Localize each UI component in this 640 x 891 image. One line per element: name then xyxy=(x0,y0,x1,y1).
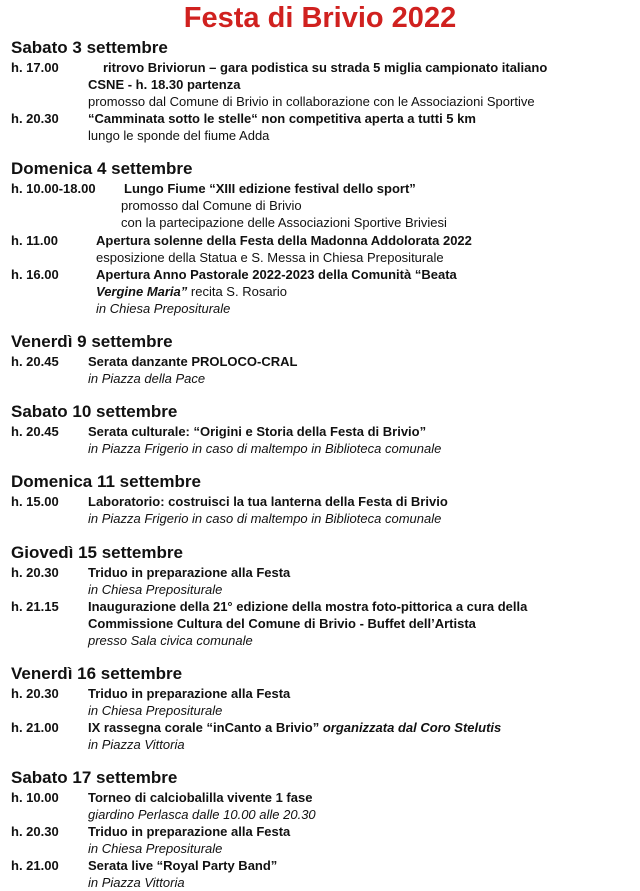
event-title-emphasis: Vergine Maria” xyxy=(96,284,188,299)
day-heading: Domenica 4 settembre xyxy=(11,159,193,178)
event-location: in Chiesa Prepositurale xyxy=(96,301,231,316)
event-time: h. 16.00 xyxy=(11,267,59,282)
event-title: ritrovo Briviorun – gara podistica su strada 5 miglia campionato italiano xyxy=(103,60,548,75)
event-time: h. 20.30 xyxy=(11,565,59,580)
event-detail: promosso dal Comune di Brivio in collaborazione con le Associazioni Sportive xyxy=(88,94,535,109)
page-title: Festa di Brivio 2022 xyxy=(183,2,457,34)
event-location: in Piazza Frigerio in caso di maltempo in Biblioteca comunale xyxy=(88,441,442,456)
event-location: in Chiesa Prepositurale xyxy=(88,582,223,597)
day-heading: Giovedì 15 settembre xyxy=(11,543,183,562)
day-heading: Sabato 3 settembre xyxy=(11,38,168,57)
event-title: Apertura solenne della Festa della Madonna Addolorata 2022 xyxy=(96,233,472,248)
event-title: Inaugurazione della 21° edizione della mostra foto-pittorica a cura della xyxy=(88,599,528,614)
event-title-cont: Commissione Cultura del Comune di Brivio - Buffet dell’Artista xyxy=(88,616,476,631)
day-heading: Sabato 10 settembre xyxy=(11,402,178,421)
event-title-main: IX rassegna corale “inCanto a Brivio” xyxy=(88,720,320,735)
day-heading: Venerdì 16 settembre xyxy=(11,664,183,683)
event-location: presso Sala civica comunale xyxy=(88,633,253,648)
event-location: in Chiesa Prepositurale xyxy=(88,703,223,718)
event-time: h. 21.15 xyxy=(11,599,59,614)
event-time: h. 20.30 xyxy=(11,111,59,126)
event-title: Laboratorio: costruisci la tua lanterna della Festa di Brivio xyxy=(88,494,448,509)
event-time: h. 11.00 xyxy=(11,233,58,248)
day-heading: Venerdì 9 settembre xyxy=(11,332,173,351)
event-time: h. 20.45 xyxy=(11,424,59,439)
event-time: h. 10.00 xyxy=(11,790,59,805)
event-title: Triduo in preparazione alla Festa xyxy=(88,565,291,580)
day-heading: Sabato 17 settembre xyxy=(11,768,178,787)
event-title: Triduo in preparazione alla Festa xyxy=(88,686,291,701)
event-time: h. 21.00 xyxy=(11,858,59,873)
event-title: Serata culturale: “Origini e Storia della Festa di Brivio” xyxy=(88,424,427,439)
event-title-organizer: organizzata dal Coro Stelutis xyxy=(322,720,502,735)
event-title: Torneo di calciobalilla vivente 1 fase xyxy=(88,790,313,805)
event-title: Serata live “Royal Party Band” xyxy=(88,858,278,873)
event-title: Apertura Anno Pastorale 2022-2023 della Comunità “Beata xyxy=(96,267,457,282)
day-heading: Domenica 11 settembre xyxy=(11,472,201,491)
event-time: h. 10.00-18.00 xyxy=(11,181,96,196)
event-time: h. 20.30 xyxy=(11,824,59,839)
event-location: in Piazza Vittoria xyxy=(88,737,185,752)
event-detail: promosso dal Comune di Brivio xyxy=(121,198,302,213)
event-time: h. 21.00 xyxy=(11,720,59,735)
event-detail: recita S. Rosario xyxy=(190,284,287,299)
event-location: in Piazza Vittoria xyxy=(88,875,185,890)
event-time: h. 20.45 xyxy=(11,354,59,369)
event-title-cont xyxy=(96,283,287,300)
event-detail: esposizione della Statua e S. Messa in Chiesa Prepositurale xyxy=(96,250,444,265)
event-title-cont: CSNE - h. 18.30 partenza xyxy=(88,77,241,92)
event-detail: lungo le sponde del fiume Adda xyxy=(88,128,270,143)
event-time: h. 17.00 xyxy=(11,60,59,75)
event-title: Serata danzante PROLOCO-CRAL xyxy=(88,354,298,369)
event-title xyxy=(88,719,501,736)
event-location: in Piazza Frigerio in caso di maltempo in Biblioteca comunale xyxy=(88,511,442,526)
event-detail: con la partecipazione delle Associazioni Sportive Briviesi xyxy=(121,215,447,230)
event-time: h. 15.00 xyxy=(11,494,59,509)
event-location: in Piazza della Pace xyxy=(88,371,206,386)
event-title: Lungo Fiume “XIII edizione festival dello sport” xyxy=(124,181,416,196)
event-time: h. 20.30 xyxy=(11,686,59,701)
event-title: “Camminata sotto le stelle“ non competitiva aperta a tutti 5 km xyxy=(88,111,476,126)
event-location: in Chiesa Prepositurale xyxy=(88,841,223,856)
event-title: Triduo in preparazione alla Festa xyxy=(88,824,291,839)
event-detail: giardino Perlasca dalle 10.00 alle 20.30 xyxy=(88,807,316,822)
